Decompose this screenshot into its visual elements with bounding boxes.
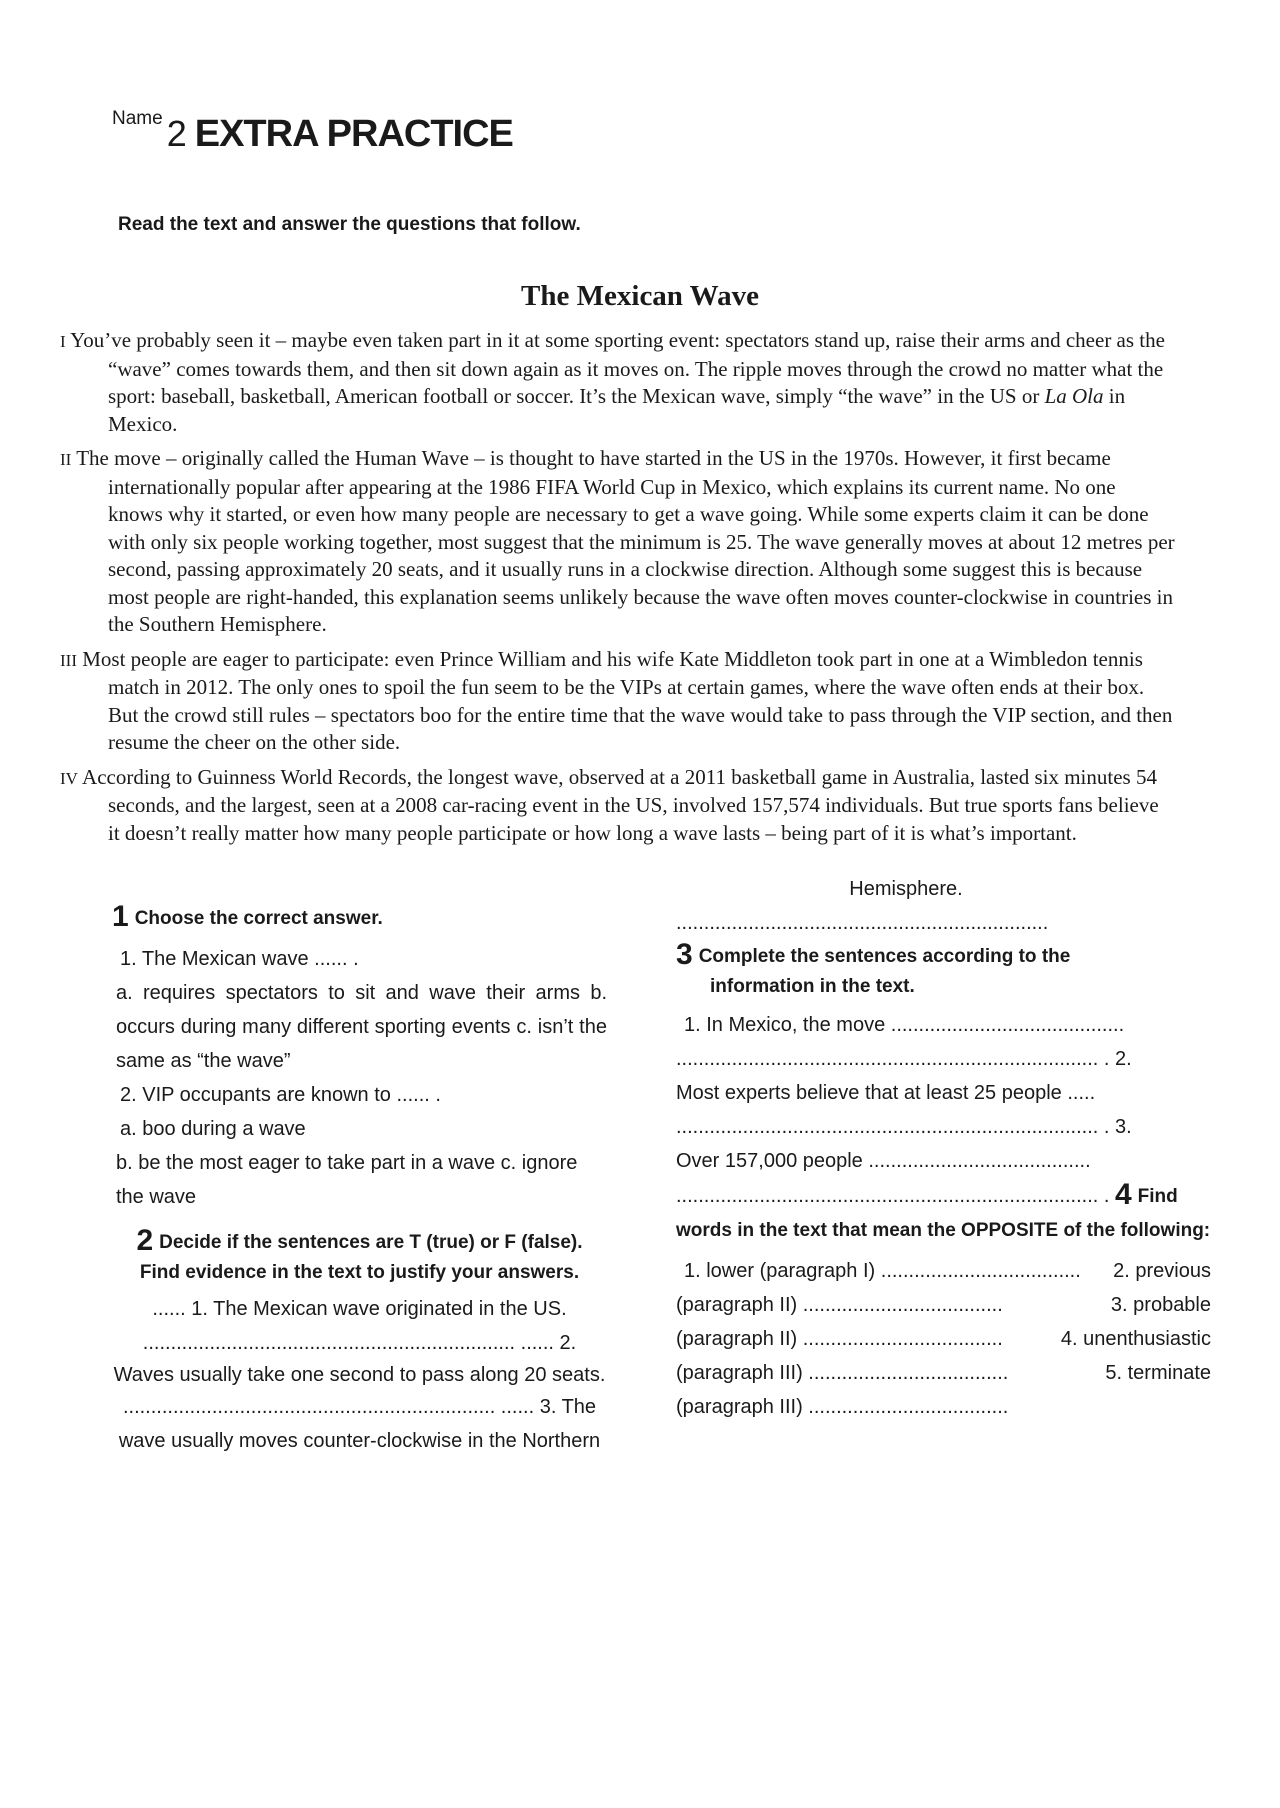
- ex3-line-1: 1. In Mexico, the move ..........................................: [684, 1014, 1125, 1036]
- ex2-s3-dots: ...................................................................: [676, 912, 1049, 934]
- ex4-row-5: (paragraph III) ....................................: [676, 1396, 1009, 1418]
- paragraph-1: [60, 327, 1175, 438]
- ex3-line-2: ............................................................................ . 2.: [676, 1048, 1132, 1070]
- paragraph-number: IV: [60, 768, 78, 788]
- paragraph-text: According to Guinness World Records, the longest wave, observed at a 2011 basketball game in Australia, lasted six minutes 54 seconds, and the largest, seen at a 2008 car-racing event in the US, involved 157,574 individuals. But true sports fans believe it doesn’t really matter how many people participate or how long a wave lasts – being part of it is what’s important.: [82, 764, 1159, 845]
- ex1-number: 1: [112, 900, 129, 933]
- ex1-q1-options: a. requires spectators to sit and wave their arms b. occurs during many different sporting events c. isn’t the same as “the wave”: [116, 982, 607, 1072]
- ex4-row-4: [676, 1356, 1211, 1390]
- ex3-heading-line2: information in the text.: [710, 976, 915, 997]
- ex4-row-4-right: 5. terminate: [1105, 1362, 1211, 1384]
- page-title: EXTRA PRACTICE: [194, 113, 513, 155]
- ex2-s3-end: Hemisphere.: [849, 878, 963, 900]
- ex4-heading-word: Find: [1137, 1186, 1178, 1207]
- ex1-q2-a: a. boo during a wave: [120, 1118, 306, 1140]
- paragraph-text: The move – originally called the Human Wave – is thought to have started in the US in the 1970s. However, it first became internationally popular after appearing at the 1986 FIFA World Cup in Mexico, which explains its current name. No one knows why it started, or even how many people are necessary to get a wave going. While some experts claim it can be done with only six people working together, most suggest that the minimum is 25. The wave generally moves at about 12 metres per second, passing approximately 20 seats, and it usually runs in a clockwise direction. Although some suggest this is because most people are right-handed, this explanation seems unlikely because the wave often moves counter-clockwise in countries in the Southern Hemisphere.: [76, 446, 1175, 636]
- ex2-heading-line2: Find evidence in the text to justify your answers.: [139, 1262, 580, 1283]
- left-column: [112, 900, 607, 1458]
- ex4-row-3-left: (paragraph II) ....................................: [676, 1328, 1003, 1350]
- ex2-s1-dots: ................................................................... ...... 2.: [142, 1332, 577, 1354]
- ex3-heading-line1: Complete the sentences according to the: [698, 946, 1071, 967]
- ex4-heading-rest: words in the text that mean the OPPOSITE of the following:: [676, 1220, 1211, 1241]
- paragraph-4: [60, 764, 1175, 848]
- paragraph-number: II: [60, 450, 72, 469]
- paragraph-italic: La Ola: [1044, 384, 1104, 408]
- ex4-heading-start: [1114, 1178, 1178, 1211]
- ex4-row-2-right: 3. probable: [1110, 1294, 1211, 1316]
- ex2-s2-dots: ................................................................... ...... 3. The: [122, 1396, 597, 1418]
- ex4-row-2: [676, 1288, 1211, 1322]
- ex4-row-1-right: 2. previous: [1113, 1260, 1211, 1282]
- ex3-line-4: ............................................................................ . 3.: [676, 1116, 1132, 1138]
- ex1-heading-text: Choose the correct answer.: [134, 908, 383, 929]
- reading-title: The Mexican Wave: [521, 280, 759, 312]
- ex2-heading-line1: Decide if the sentences are T (true) or F (false).: [159, 1232, 583, 1253]
- ex3-line-6-with-ex4: [676, 1178, 1211, 1214]
- right-column: [676, 940, 1211, 1424]
- ex3-heading: [676, 940, 1211, 1002]
- ex2-s3: wave usually moves counter-clockwise in the Northern: [118, 1430, 601, 1452]
- name-label: Name: [112, 108, 163, 129]
- ex4-row-3-right: 4. unenthusiastic: [1060, 1328, 1211, 1350]
- ex2-number: 2: [136, 1224, 154, 1257]
- ex1-heading: [112, 900, 607, 936]
- reading-text: [60, 327, 1175, 854]
- paragraph-2: [60, 445, 1175, 639]
- ex3-line-5: Over 157,000 people ........................................: [676, 1150, 1091, 1172]
- ex3-line-6: ............................................................................ .: [676, 1185, 1110, 1207]
- ex2-heading: [112, 1226, 607, 1288]
- paragraph-3: [60, 646, 1175, 757]
- ex4-row-2-left: (paragraph II) ....................................: [676, 1294, 1003, 1316]
- ex4-number: 4: [1114, 1178, 1132, 1211]
- paragraph-text: Most people are eager to participate: even Prince William and his wife Kate Middleton took part in one at a Wimbledon tennis match in 2012. The only ones to spoil the fun seem to be the VIPs at certain games, where the wave often ends at their box. But the crowd still rules – spectators boo for the entire time that the wave would take to pass through the VIP section, and then resume the cheer on the other side.: [82, 646, 1173, 754]
- paragraph-tail: in Mexico.: [108, 384, 1126, 436]
- unit-number: 2: [166, 113, 187, 154]
- ex1-q2: 2. VIP occupants are known to ...... .: [120, 1084, 441, 1106]
- ex2-s1: ...... 1. The Mexican wave originated in the US.: [152, 1298, 567, 1320]
- ex3-number: 3: [676, 938, 693, 971]
- paragraph-text: You’ve probably seen it – maybe even taken part in it at some sporting event: spectators stand up, raise their arms and cheer as the “wave” comes towards them, and then sit down again as it moves on. The ripple moves through the crowd no matter what the sport: baseball, basketball, American football or soccer. It’s the Mexican wave, simply “the wave” in the US or: [70, 328, 1165, 408]
- ex4-row-1-left: 1. lower (paragraph I) ....................................: [684, 1260, 1081, 1282]
- ex4-row-4-left: (paragraph III) ....................................: [676, 1362, 1009, 1384]
- ex2-overflow: [676, 872, 1136, 940]
- ex3-line-3: Most experts believe that at least 25 people .....: [676, 1082, 1096, 1104]
- paragraph-number: I: [60, 332, 66, 351]
- ex2-s2: Waves usually take one second to pass along 20 seats.: [113, 1364, 606, 1386]
- paragraph-number: III: [60, 650, 77, 670]
- ex1-q2-bc: b. be the most eager to take part in a wave c. ignore the wave: [116, 1152, 578, 1208]
- ex4-row-3: [676, 1322, 1211, 1356]
- instruction: Read the text and answer the questions that follow.: [118, 214, 581, 235]
- page-header: [112, 108, 513, 156]
- ex4-row-1: [676, 1254, 1211, 1288]
- ex1-q1: 1. The Mexican wave ...... .: [120, 948, 359, 970]
